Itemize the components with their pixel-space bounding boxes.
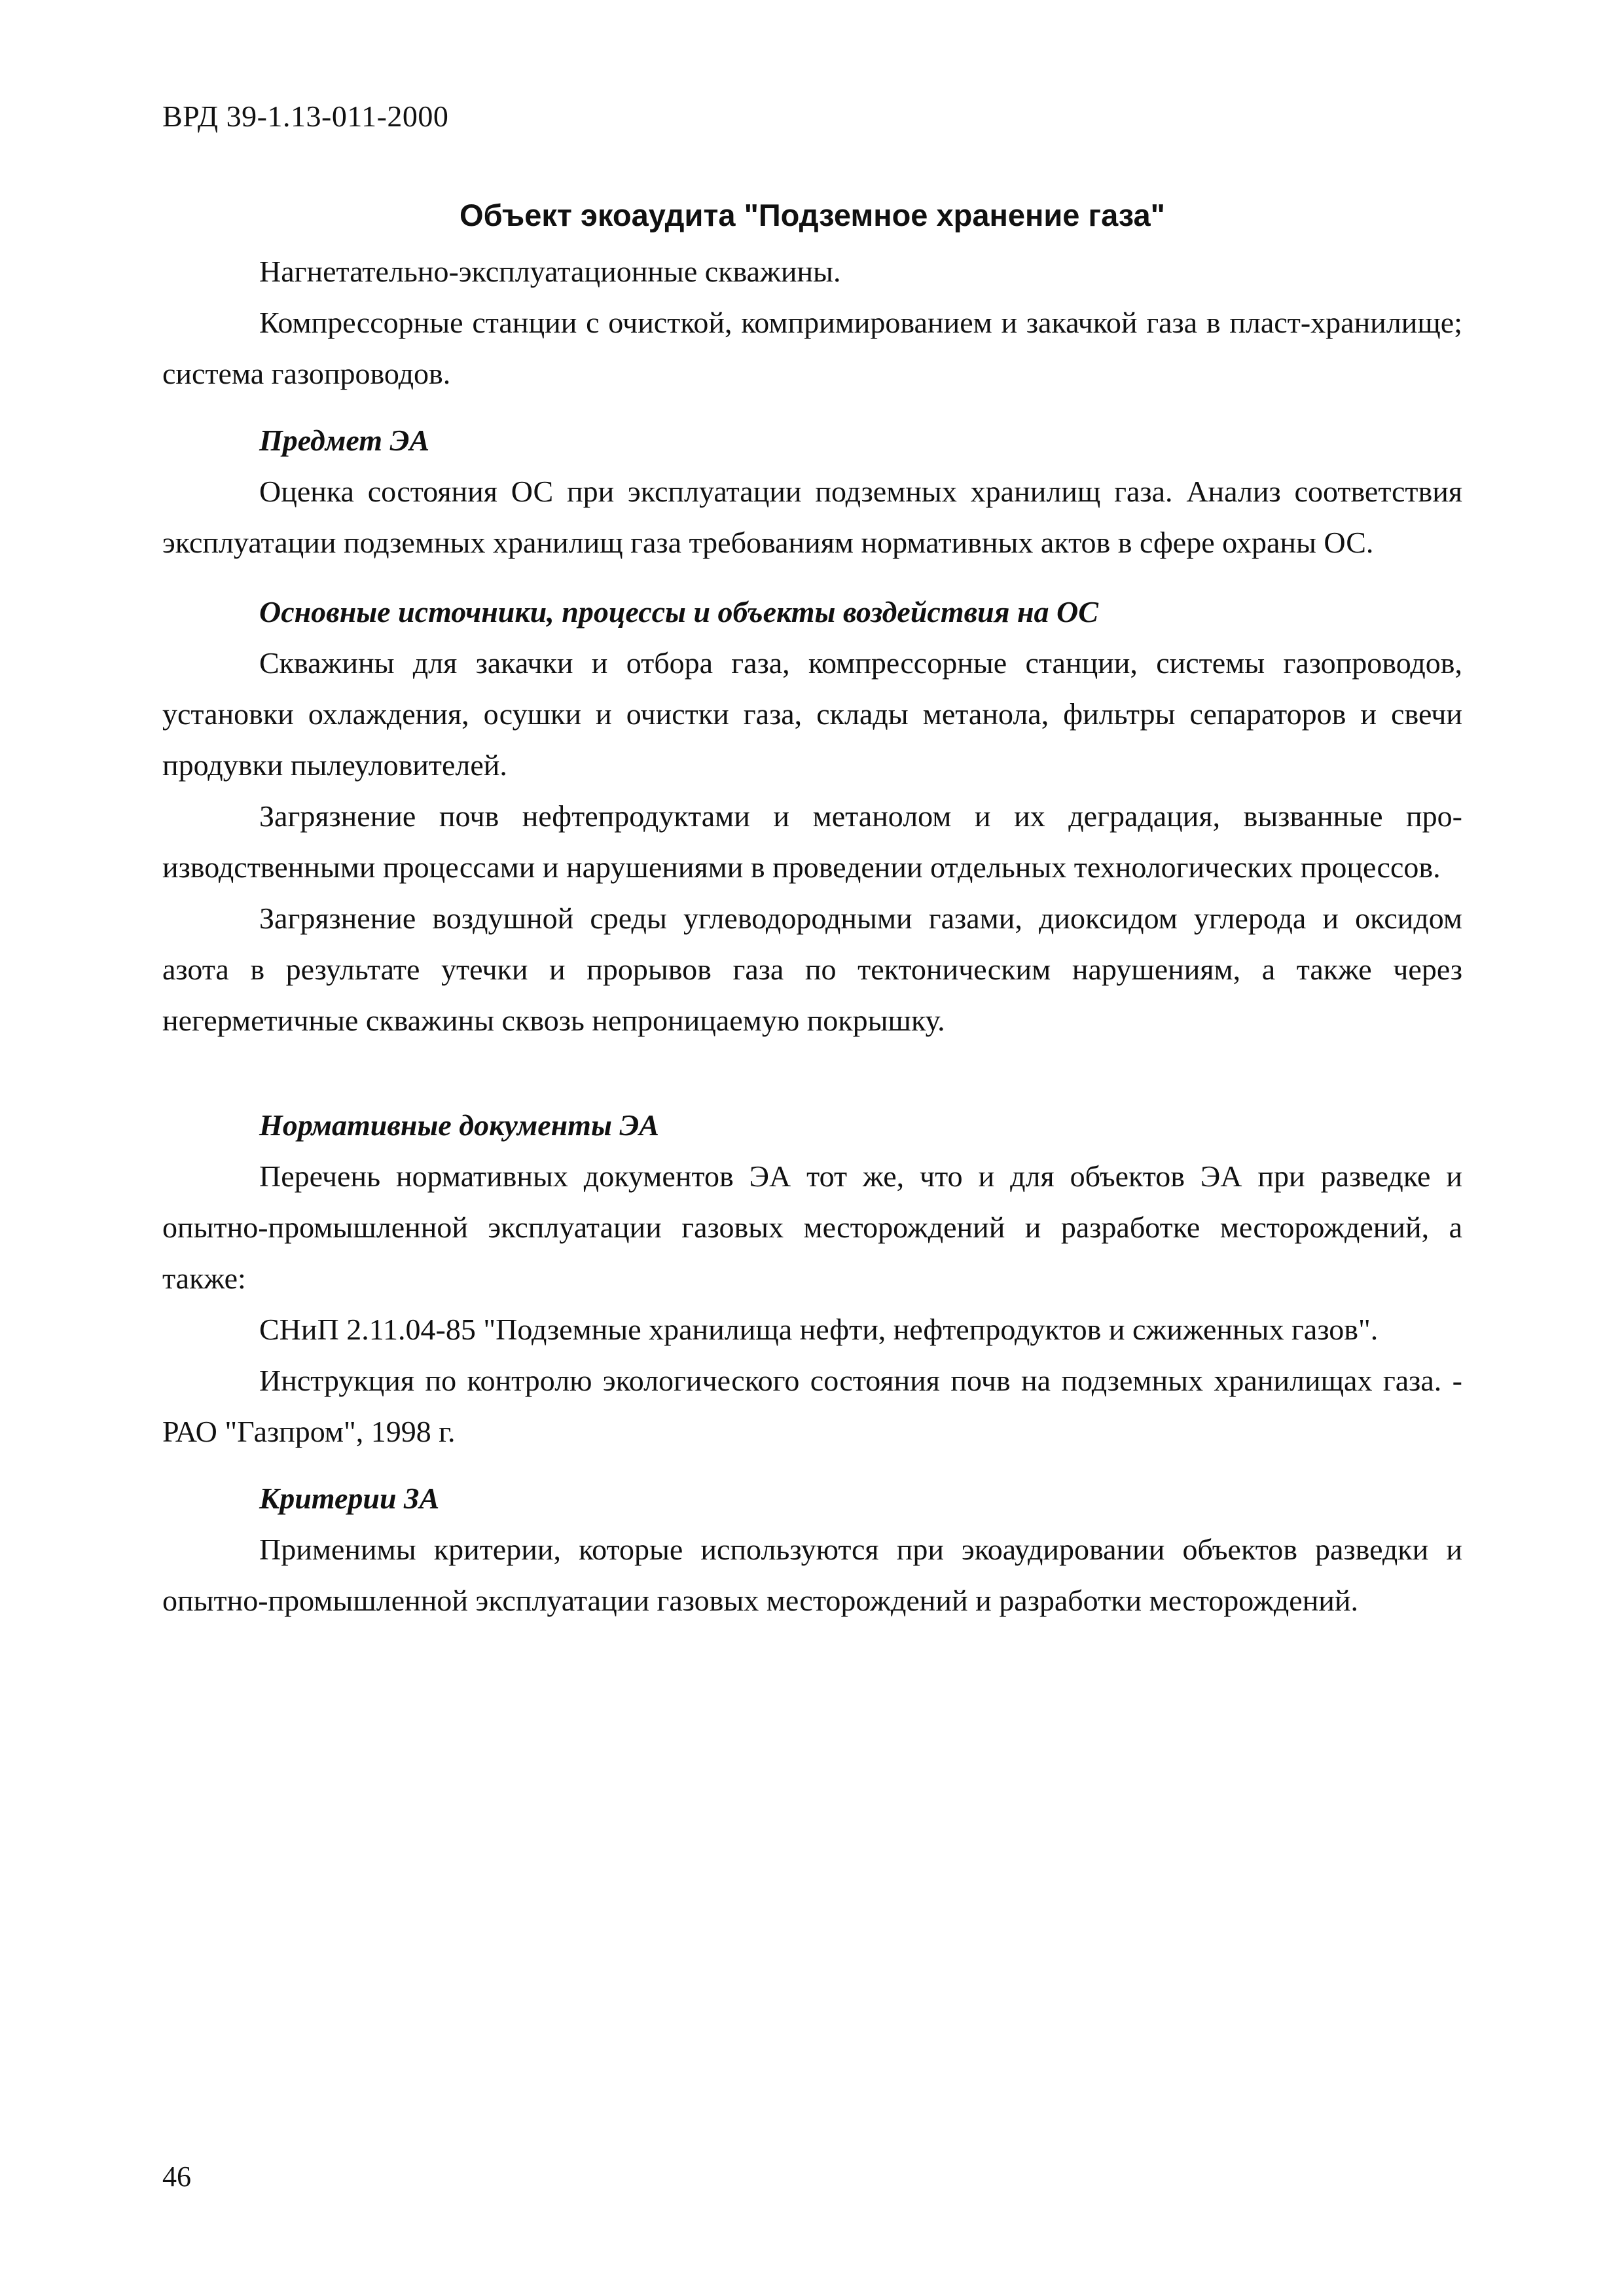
intro-paragraph-1: Нагнетательно-эксплуатационные скважины. — [259, 255, 841, 288]
sources-paragraph-1: Скважины для закачки и отбора газа, компрессорные станции, системы газопроводов, установки охлаждения, осушки и очистки газа, склады метанола, фильтры сепараторов и свечи продувки пылеуловителей. — [162, 646, 1462, 782]
document-code: ВРД 39-1.13-011-2000 — [162, 100, 449, 133]
normative-paragraph-2: СНиП 2.11.04-85 "Подземные хранилища нефти, нефтепродуктов и сжиженных газов". — [259, 1313, 1379, 1346]
section-title: Объект экоаудита "Подземное хранение газа" — [460, 198, 1165, 232]
subject-paragraph: Оценка состояния ОС при эксплуатации подземных хранилищ газа. Анализ соответствия эксплуатации подземных хранилищ газа требованиям нормативных актов в сфере охраны ОС. — [162, 475, 1462, 559]
normative-paragraph-3: Инструкция по контролю экологического состояния почв на подземных хранилищах газа. - РАО "Газпром", 1998 г. — [162, 1364, 1462, 1448]
page-number: 46 — [162, 2160, 191, 2193]
page-content — [162, 196, 1462, 1626]
subject-heading: Предмет ЭА — [259, 424, 430, 457]
intro-paragraph-2: Компрессорные станции с очисткой, компримированием и закачкой газа в пласт-хранилище; система газопроводов. — [162, 306, 1462, 390]
criteria-heading: Критерии ЗА — [259, 1482, 440, 1515]
normative-heading: Нормативные документы ЭА — [259, 1108, 659, 1142]
sources-paragraph-3: Загрязнение воздушной среды углеводородными газами, диоксидом углерода и оксидом азота в результате утечки и прорывов газа по тектоническим нарушениям, а также через негерметичные скважины сквозь непроницаемую покрышку. — [162, 902, 1462, 1037]
normative-paragraph-1: Перечень нормативных документов ЭА тот же, что и для объектов ЭА при разведке и опытно-промышленной эксплуатации газовых месторождений и разработке месторождений, а также: — [162, 1159, 1462, 1295]
sources-heading: Основные источники, процессы и объекты воздействия на ОС — [259, 595, 1098, 629]
criteria-paragraph: Применимы критерии, которые используются при экоаудировании объектов разведки и опытно-промышленной эксплуатации газовых месторождений и разработки месторождений. — [162, 1533, 1462, 1617]
sources-paragraph-2: Загрязнение почв нефтепродуктами и метанолом и их деградация, вызванные производственными процессами и нарушениями в проведении отдельных технологических процессов. — [162, 799, 1462, 884]
